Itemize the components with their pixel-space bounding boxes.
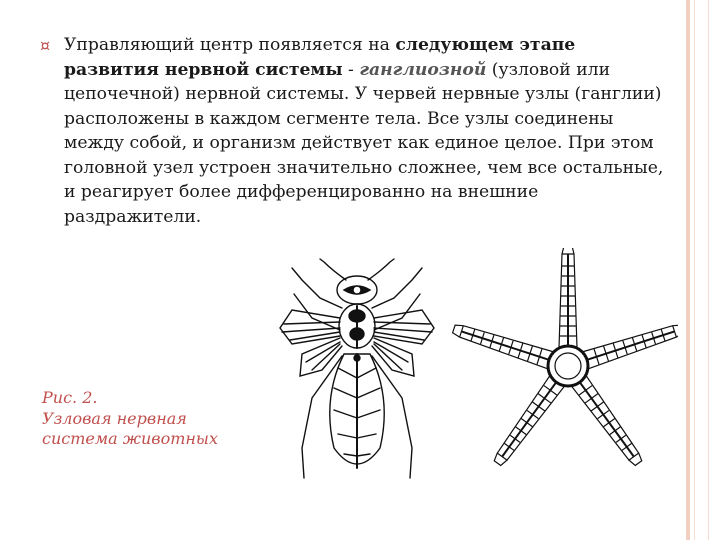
caption-line-1: Рис. 2.: [42, 388, 98, 407]
body-paragraph: [64, 33, 676, 229]
bullet-icon: ¤: [40, 36, 51, 55]
slide-right-border-line: [694, 0, 695, 540]
slide-right-border: [686, 0, 690, 540]
insect-nervous-system-figure: [272, 258, 442, 498]
starfish-nervous-system-figure: [442, 248, 678, 498]
text-part-3: (узловой или цепочечной) нервной системы. У червей нервные узлы (ганглии) расположены в каждом сегменте тела. Все узлы соединены между собой, и организм действует как единое целое. При этом головной узел устроен значительно сложнее, чем все остальные, и реагирует более дифференцированно на внешние раздражители.: [64, 59, 664, 227]
text-part-1: Управляющий центр появляется на: [64, 35, 396, 55]
text-bold-1: следующем этапе развития нервной системы: [64, 35, 576, 80]
text-bold-italic: ганглиозной: [359, 59, 487, 80]
text-part-2: -: [342, 59, 360, 80]
slide-right-border-line-outer: [708, 0, 709, 540]
caption-line-3: система животных: [42, 429, 218, 448]
figure-caption: [42, 388, 282, 450]
caption-line-2: Узловая нервная: [42, 408, 187, 428]
